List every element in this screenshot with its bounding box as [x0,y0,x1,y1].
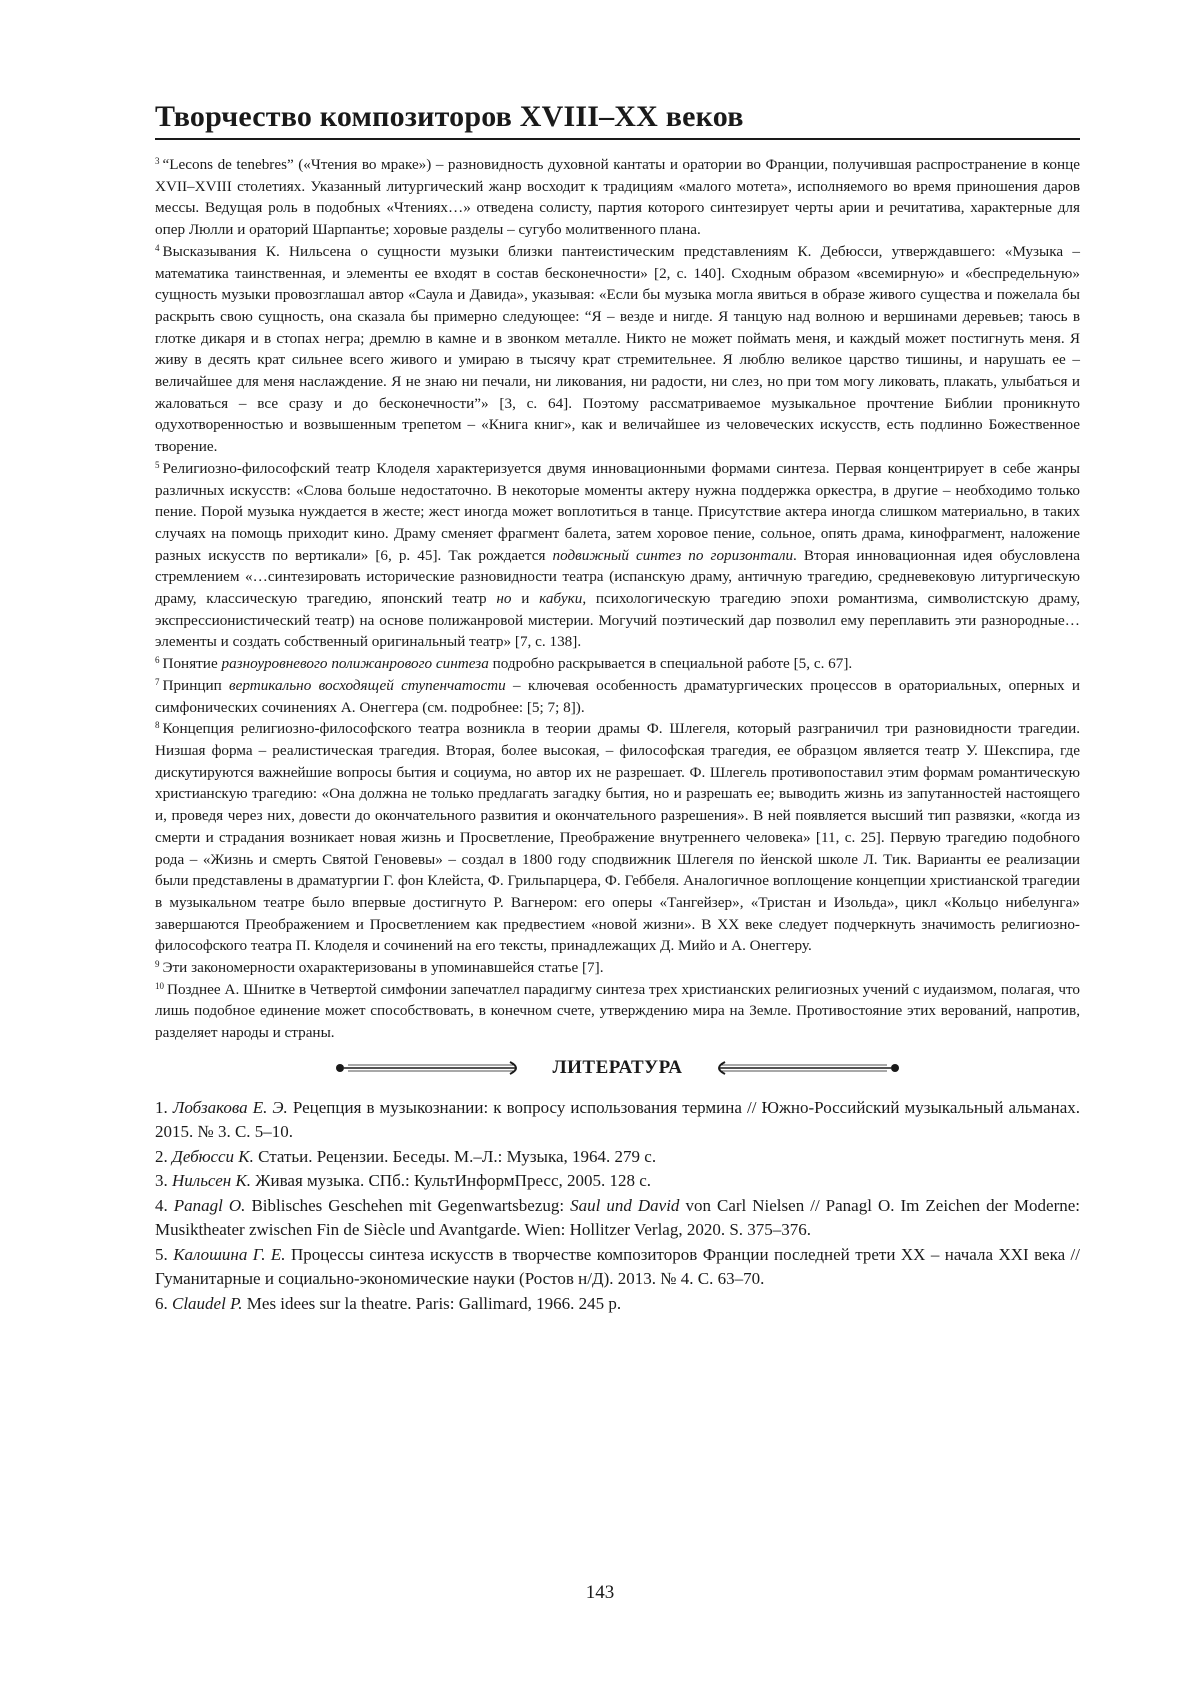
footnote [155,241,1080,458]
footnote [155,154,1080,241]
text-run: Статьи. Рецензии. Беседы. М.–Л.: Музыка, 1964. 279 с. [253,1146,657,1166]
text-run: 4. [155,1195,174,1215]
text-run: , психологическую трагедию эпохи романтизма, символистскую драму, экспрессионистический театр) на основе полижанровой мистерии. Могучий поэтический дар позволил ему переплавить эти разнородные… элементы и создать собственный оригинальный театр» [7, с. 138]. [155,590,1080,651]
text-run: Эти закономерности охарактеризованы в упоминавшейся статье [7]. [162,959,604,977]
text-run: von Carl Nielsen // Panagl O. Im Zeichen der Moderne: Musiktheater zwischen Fin de Siècle und Avantgarde. Wien: Hollitzer Verlag, 2020. S. 375–376. [155,1195,1081,1240]
footnote [155,979,1080,1044]
footnote [155,653,1080,675]
text-run: Высказывания К. Нильсена о сущности музыки близки пантеистическим представлениям К. Дебюсси, утверждавшего: «Музыка – математика таинственная, и элементы ее входят в состав бесконечности» [2, с. 140]. Сходным образом «всемирную» и «беспредельную» сущность музыки провозглашал автор «Саула и Давида», указывая: «Если бы музыка могла явиться в образе живого существа и пожелала бы раскрыть свою сущность, она сказала бы примерно следующее: “Я – везде и нигде. Я танцую над волною и вершинами деревьев; таюсь в глотке дикаря и в стопах негра; дремлю в камне и в звонком металле. Никто не может поймать меня, и каждый может постигнуть меня. Я живу в десять крат сильнее всего живого и умираю в тысячу крат стремительнее. Я люблю великое царство тишины, и нарушать ее – величайшее для меня наслаждение. Я не знаю ни печали, ни ликования, ни радости, ни слез, но при том могу ликовать, плакать, улыбаться и жаловаться – все сразу и до бесконечности”» [3, с. 64]. Поэтому рассматриваемое музыкальное прочтение Библии проникнуто одухотворенностью и возвышенным трепетом – «Книга книг», как и величайшее из человеческих искусств, есть подлинно Божественное творение. [155,242,1080,456]
text-run: “Lecons de tenebres” («Чтения во мраке») – разновидность духовной кантаты и оратории во Франции, получившая распространение в конце XVII–XVIII столетиях. Указанный литургический жанр восходит к традициям «малого мотета», исполняемого во время приношения даров мессы. Ведущая роль в подобных «Чтениях…» отведена солисту, партия которого синтезирует черты арии и речитатива, характерные для опер Люлли и ораторий Шарпантье; хоровые разделы – сугубо молитвенного плана. [155,156,1080,239]
reference-list [155,1096,1080,1317]
footnotes-section [155,154,1080,1044]
footnote-number: 8 [155,720,160,731]
page-number: 143 [585,1582,615,1603]
text-run: 5. [155,1244,174,1264]
literature-title: ЛИТЕРАТУРА [552,1056,683,1078]
italic-text: Claudel P. [172,1293,243,1313]
text-run: Mes idees sur la theatre. Paris: Gallimard, 1966. 245 p. [242,1293,622,1313]
footnote [155,458,1080,653]
footnote [155,957,1080,979]
italic-text: кабуки [539,590,583,608]
italic-text: Дебюсси К. [172,1146,254,1166]
text-run: 1. [155,1097,173,1117]
italic-text: Saul und David [570,1195,680,1215]
reference-item [155,1145,1080,1170]
text-run: Понятие [162,655,222,673]
italic-text: подвижный синтез по горизонтали [552,546,794,564]
reference-item [155,1243,1080,1292]
literature-heading [155,1052,1080,1084]
footnote-number: 3 [155,156,160,166]
footnote-number: 5 [155,459,160,470]
page [155,100,1080,1316]
italic-text: вертикально восходящей ступенчатости [229,676,506,694]
reference-item [155,1292,1080,1317]
footnote-number: 7 [155,676,160,687]
text-run: Религиозно-философский театр Клоделя характеризуется двумя инновационными формами синтеза. Первая концентрирует в себе жанры различных искусств: «Слова больше недостаточно. В некоторые моменты актеру нужна поддержка оркестра, в другие – необходимо только пение. Порой музыка нуждается в жесте; жест иногда может воплотиться в танце. Присутствие актера иногда слишком материально, в таких случаях на помощь приходит кино. Драму сменяет фрагмент балета, затем хоровое пение, сольное, опять драма, кинофрагмент, наложение разных искусств по вертикали» [6, p. 45]. Так рождается [155,459,1080,564]
text-run: Biblisches Geschehen mit Gegenwartsbezug: [245,1195,571,1215]
italic-text: Нильсен К. [172,1171,252,1191]
reference-item [155,1169,1080,1194]
text-run: Рецепция в музыкознании: к вопросу использования термина // Южно-Российский музыкальный альманах. 2015. № 3. С. 5–10. [155,1097,1081,1142]
footnote-number: 6 [155,655,160,666]
right-ornament-icon [711,1060,901,1076]
footnote [155,675,1080,718]
footnote [155,718,1080,957]
italic-text: Panagl O. [173,1195,246,1215]
footnote-number: 10 [155,980,164,991]
italic-text: но [496,590,512,608]
text-run: 3. [155,1171,172,1191]
left-ornament-icon [334,1060,524,1076]
reference-item [155,1096,1080,1145]
text-run: 6. [155,1293,172,1313]
text-run: Процессы синтеза искусств в творчестве композиторов Франции последней трети XX – начала XXI века // Гуманитарные и социально-экономические науки (Ростов н/Д). 2013. № 4. С. 63–70. [155,1244,1081,1289]
text-run: Концепция религиозно-философского театра возникла в теории драмы Ф. Шлегеля, который разграничил три разновидности трагедии. Низшая форма – реалистическая трагедия. Вторая, более высокая, – философская трагедия, ее образцом является театр У. Шекспира, где дискутируются важнейшие вопросы бытия и социума, но автор их не разрешает. Ф. Шлегель противопоставил этим формам романтическую христианскую трагедию: «Она должна не только предлагать загадку бытия, но и разрешать ее; выводить жизнь из запутанностей настоящего и, проведя через них, довести до окончательного развития и окончательного разрешения». В ней появляется высший тип развязки, «когда из смерти и страдания возникает новая жизнь и Просветление, Преображение внутреннего человека» [11, с. 25]. Первую трагедию подобного рода – «Жизнь и смерть Святой Геновевы» – создал в 1800 году сподвижник Шлегеля по йенской школе Л. Тик. Варианты ее реализации были представлены в драматургии Г. фон Клейста, Ф. Грильпарцера, Ф. Геббеля. Аналогичное воплощение концепции христианской трагедии в музыкальном театре было впервые достигнуто Р. Вагнером: его оперы «Тангейзер», «Тристан и Изольда», цикл «Кольцо нибелунга» завершаются Преображением и Просветлением как предвестием «новой жизни». В XX веке следует подчеркнуть значимость религиозно-философского театра П. Клоделя и сочинений на его тексты, принадлежащих Д. Мийо и А. Онеггеру. [155,720,1080,955]
italic-text: Калошина Г. Е. [173,1244,286,1264]
text-run: Позднее А. Шнитке в Четвертой симфонии запечатлел парадигму синтеза трех христианских религиозных учений с иудаизмом, полагая, что лишь подобное единение может способствовать, в конечном счете, утверждению мира на Земле. Противостояние этих верований, напротив, разделяет народы и страны. [155,980,1080,1042]
italic-text: разноуровневого полижанрового синтеза [221,655,489,673]
footnote-number: 4 [155,242,160,253]
text-run: и [511,590,540,608]
reference-item [155,1194,1080,1243]
text-run: – ключевая особенность драматургических процессов в ораториальных, оперных и симфонических сочинениях А. Онеггера (см. подробнее: [5; 7; 8]). [155,676,1080,716]
text-run: подробно раскрывается в специальной работе [5, с. 67]. [488,655,853,673]
italic-text: Лобзакова Е. Э. [172,1097,288,1117]
text-run: Живая музыка. СПб.: КультИнформПресс, 2005. 128 с. [251,1171,652,1191]
footnote-number: 9 [155,959,160,970]
text-run: Принцип [162,676,230,694]
text-run: 2. [155,1146,172,1166]
running-title: Творчество композиторов XVIII–XX веков [155,100,1080,140]
text-run: . Вторая инновационная идея обусловлена стремлением «…синтезировать исторические разновидности театра (испанскую драму, античную трагедию, средневековую литургическую драму, классическую трагедию, японский театр [155,546,1080,608]
